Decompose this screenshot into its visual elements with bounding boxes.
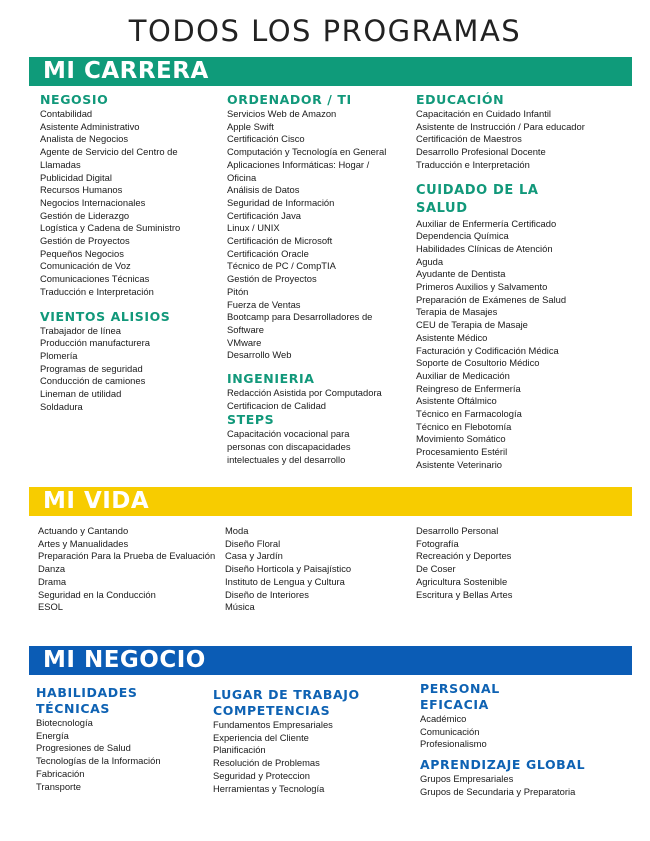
negosio-section (40, 92, 220, 413)
salud-item: Aguda (416, 255, 444, 267)
ingenieria-heading: INGENIERIA (227, 371, 315, 387)
salud-item: Preparación de Exámenes de Salud (416, 293, 567, 305)
salud-item: Soporte de Cosultorio Médico (416, 357, 540, 369)
vida-list-3-item: Desarrollo Personal (416, 525, 499, 536)
negosio-item: Logística y Cadena de Suministro (40, 222, 181, 234)
vida-list-3-item: De Coser (416, 563, 456, 575)
tecnicas-item: Fabricación (36, 767, 85, 779)
salud-item: Primeros Auxilios y Salvamento (416, 281, 548, 293)
educacion-item: Desarrollo Profesional Docente (416, 146, 546, 158)
lugar-item: Planificación (213, 744, 266, 756)
ordenador-item: Desarrollo Web (227, 349, 292, 361)
educacion-item: Certificación de Maestros (416, 133, 522, 145)
vida-list-3-item: Escritura y Bellas Artes (416, 588, 513, 600)
vida-list-2-item: Diseño de Interiores (225, 588, 309, 600)
educacion-item: Traducción e Interpretación (416, 158, 530, 170)
vida-list-3-item: Agricultura Sostenible (416, 575, 508, 587)
vientos-item: Conducción de camiones (40, 375, 146, 387)
vientos-heading: VIENTOS ALISIOS (40, 308, 171, 324)
ordenador-item: Linux / UNIX (227, 222, 280, 234)
salud-list (416, 218, 616, 472)
vida-list-1-item: Danza (38, 563, 66, 575)
tecnicas-item: Transporte (36, 780, 81, 792)
lugar-heading-2: COMPETENCIAS (213, 703, 331, 718)
tecnicas-item: Energía (36, 729, 69, 741)
ingenieria-list (227, 387, 397, 412)
vida-list-1-item: Preparación Para la Prueba de Evaluación (38, 550, 216, 562)
ordenador-item: Servicios Web de Amazon (227, 108, 337, 119)
negosio-item: Comunicación de Voz (40, 260, 131, 272)
vida-list-2-item: Música (225, 601, 255, 613)
personal-heading-2: EFICACIA (420, 697, 489, 712)
vientos-item: Soldadura (40, 400, 83, 412)
vida-list-2-item: Instituto de Lengua y Cultura (225, 575, 345, 587)
salud-item: Reingreso de Enfermería (416, 382, 521, 394)
ordenador-item: Certificación Oracle (227, 247, 309, 259)
vientos-item: Producción manufacturera (40, 337, 150, 349)
negosio-item: Gestión de Proyectos (40, 235, 130, 247)
salud-item: Terapia de Masajes (416, 306, 498, 318)
salud-item: Auxiliar de Medicación (416, 369, 510, 381)
vida-col-1 (38, 525, 215, 614)
vientos-item: Lineman de utilidad (40, 388, 122, 400)
negosio-item: Analista de Negocios (40, 133, 129, 145)
salud-heading: CUIDADO DE LA SALUD (416, 182, 539, 216)
global-item: Grupos de Secundaria y Preparatoria (420, 785, 576, 797)
ordenador-item: Gestión de Proyectos (227, 273, 317, 285)
vientos-item: Programas de seguridad (40, 362, 143, 374)
vida-list-2-item: Diseño Floral (225, 537, 281, 549)
ordenador-item: Certificación Java (227, 209, 301, 221)
vida-col-3 (416, 525, 512, 601)
negosio-item: Agente de Servicio del Centro de Llamadas (40, 146, 178, 170)
personal-list (420, 713, 620, 751)
salud-item: Asistente Veterinario (416, 458, 502, 470)
ingenieria-item: Redacción Asistida por Computadora (227, 387, 382, 399)
lugar-item: Seguridad y Proteccion (213, 769, 310, 781)
salud-item: Asistente Oftálmico (416, 395, 497, 407)
personal-item: Profesionalismo (420, 738, 487, 750)
tecnicas-item: Biotecnología (36, 717, 93, 728)
global-item: Grupos Empresariales (420, 773, 514, 785)
negosio-list (40, 108, 220, 299)
negosio-item: Pequeños Negocios (40, 247, 124, 259)
vida-list-3 (416, 525, 512, 601)
vientos-item: Plomería (40, 349, 78, 361)
personal-item: Comunicación (420, 725, 480, 737)
steps-heading: STEPS (227, 412, 275, 428)
salud-item: Habilidades Clínicas de Atención (416, 242, 553, 254)
negosio-item: Traducción e Interpretación (40, 285, 154, 297)
negosio-item: Comunicaciones Técnicas (40, 273, 150, 285)
negosio-item: Publicidad Digital (40, 171, 112, 183)
lugar-item: Resolución de Problemas (213, 757, 320, 769)
tecnicas-section (36, 685, 206, 793)
tecnicas-item: Progresiones de Salud (36, 742, 131, 754)
vientos-item: Trabajador de línea (40, 324, 121, 336)
lugar-list (213, 719, 403, 795)
lugar-item: Experiencia del Cliente (213, 731, 309, 743)
educacion-item: Capacitación en Cuidado Infantil (416, 108, 551, 119)
page-title: TODOS LOS PROGRAMAS (128, 14, 522, 48)
educacion-heading: EDUCACIÓN (416, 92, 505, 107)
negosio-item: Negocios Internacionales (40, 196, 146, 208)
vida-col-2 (225, 525, 351, 614)
negosio-item: Asistente Administrativo (40, 120, 140, 132)
educacion-section (416, 92, 616, 472)
salud-item: Movimiento Somático (416, 433, 506, 445)
mi-vida-title: MI VIDA (43, 488, 150, 514)
ordenador-item: Certificación Cisco (227, 133, 305, 145)
ordenador-item: Análisis de Datos (227, 184, 300, 196)
global-list (420, 773, 620, 798)
lugar-section (213, 687, 403, 795)
vida-list-1-item: Drama (38, 575, 67, 587)
ordenador-item: Certificación de Microsoft (227, 235, 333, 247)
mi-carrera-banner (29, 57, 632, 86)
lugar-item: Herramientas y Tecnología (213, 782, 325, 794)
vida-list-1-item: Seguridad en la Conducción (38, 588, 156, 600)
ordenador-item: Fuerza de Ventas (227, 298, 301, 310)
negosio-item: Recursos Humanos (40, 184, 123, 196)
negosio-item: Contabilidad (40, 108, 93, 119)
vida-list-3-item: Fotografía (416, 537, 459, 549)
salud-item: Procesamiento Estéril (416, 446, 508, 458)
global-heading: APRENDIZAJE GLOBAL (420, 757, 586, 773)
tecnicas-item: Tecnologías de la Información (36, 755, 161, 767)
ordenador-section (227, 92, 397, 467)
tecnicas-list (36, 717, 206, 793)
vida-list-2-item: Diseño Horticola y Paisajístico (225, 563, 352, 575)
mi-vida-banner (29, 487, 632, 516)
vida-list-1-item: Actuando y Cantando (38, 525, 129, 536)
ordenador-list (227, 108, 397, 362)
vida-list-1 (38, 525, 215, 614)
ordenador-item: Bootcamp para Desarrolladores de Software (227, 311, 373, 335)
vida-list-2 (225, 525, 351, 614)
salud-item: Asistente Médico (416, 331, 488, 343)
salud-item: Auxiliar de Enfermería Certificado (416, 217, 557, 229)
ordenador-item: Apple Swift (227, 120, 274, 132)
ordenador-item: Pitón (227, 285, 249, 297)
ingenieria-item: Certificacion de Calidad (227, 399, 327, 411)
ordenador-heading: ORDENADOR / TI (227, 92, 352, 107)
lugar-item: Fundamentos Empresariales (213, 719, 333, 730)
tecnicas-heading-2: TÉCNICAS (36, 701, 111, 716)
salud-item: Técnico en Flebotomía (416, 420, 512, 432)
mi-negocio-banner (29, 646, 632, 675)
vida-list-2-item: Casa y Jardín (225, 550, 283, 562)
ordenador-item: Técnico de PC / CompTIA (227, 260, 336, 272)
vientos-list (40, 325, 220, 414)
salud-item: CEU de Terapia de Masaje (416, 319, 528, 331)
educacion-item: Asistente de Instrucción / Para educador (416, 120, 585, 132)
personal-heading-1: PERSONAL (420, 681, 500, 696)
vida-list-1-item: ESOL (38, 601, 64, 613)
salud-item: Técnico en Farmacología (416, 408, 522, 420)
vida-list-3-item: Recreación y Deportes (416, 550, 512, 562)
mi-negocio-title: MI NEGOCIO (43, 647, 206, 673)
ordenador-item: Aplicaciones Informáticas: Hogar / Oficina (227, 158, 370, 183)
educacion-list (416, 108, 616, 172)
salud-item: Facturación y Codificación Médica (416, 344, 559, 356)
tecnicas-heading-1: HABILIDADES (36, 685, 138, 700)
vida-list-2-item: Moda (225, 525, 249, 536)
negosio-heading: NEGOSIO (40, 92, 109, 107)
salud-item: Dependencia Química (416, 230, 509, 242)
lugar-heading-1: LUGAR DE TRABAJO (213, 687, 360, 702)
personal-item: Académico (420, 713, 467, 724)
mi-carrera-title: MI CARRERA (43, 58, 209, 84)
ordenador-item: Seguridad de Información (227, 196, 335, 208)
salud-item: Ayudante de Dentista (416, 268, 506, 280)
personal-section (420, 681, 620, 799)
steps-list (227, 428, 367, 466)
vida-list-1-item: Artes y Manualidades (38, 537, 129, 549)
negosio-item: Gestión de Liderazgo (40, 209, 130, 221)
ordenador-item: VMware (227, 336, 262, 348)
steps-item: Capacitación vocacional para personas con discapacidades intelectuales y del desarrollo (227, 428, 351, 465)
ordenador-item: Computación y Tecnología en General (227, 146, 387, 158)
